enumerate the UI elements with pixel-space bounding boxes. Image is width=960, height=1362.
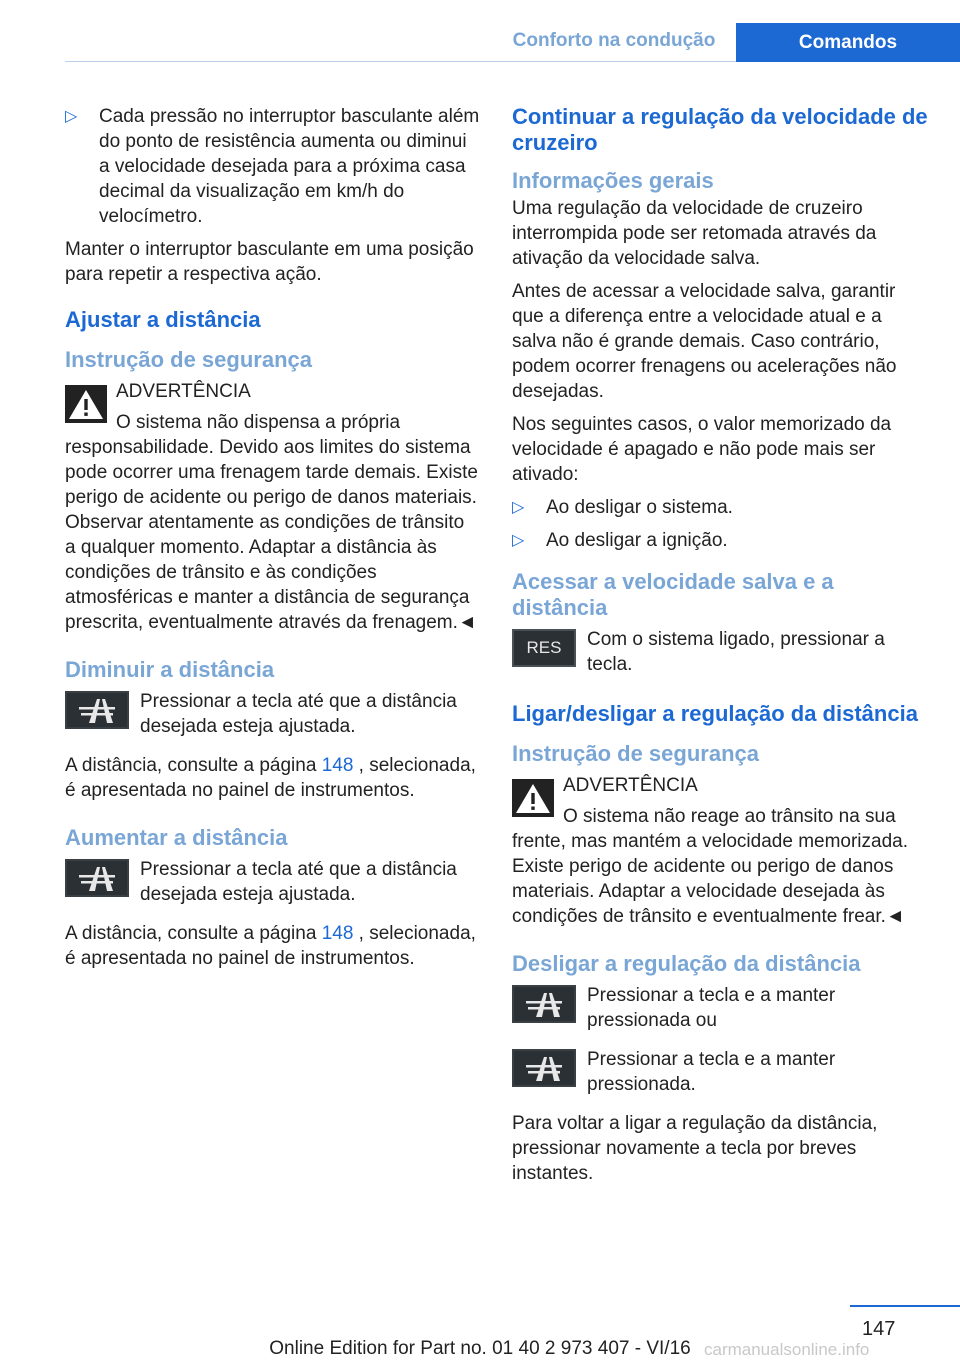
off-text-1: Pressionar a tecla e a manter pressionada ou — [587, 985, 836, 1031]
watermark: carmanualsonline.info — [704, 1340, 870, 1359]
footer-edition: Online Edition for Part no. 01 40 2 973 407 - VI/16 — [269, 1338, 691, 1359]
heading-switch-off: Desligar a regulação da distância — [512, 951, 861, 976]
page-number: 147 — [862, 1318, 896, 1340]
heading-decrease-distance: Diminuir a distância — [65, 657, 275, 682]
triangle-bullet-icon: ▷ — [512, 532, 525, 549]
text: , selecionada, é apresentada no painel de instrumentos. — [65, 755, 476, 801]
page-number-line — [850, 1305, 960, 1307]
distance-key-icon — [512, 1049, 576, 1087]
increase-row — [65, 857, 480, 907]
list-item-text: Ao desligar a ignição. — [546, 530, 728, 551]
warning-triangle-icon — [65, 385, 107, 423]
paragraph: Manter o interruptor basculante em uma posição para repetir a respectiva ação. — [65, 239, 474, 285]
header-tab: Comandos — [736, 23, 960, 62]
paragraph: Uma regulação da velocidade de cruzeiro interrompida pode ser retomada através da ativação da velocidade salva. — [512, 198, 877, 269]
heading-adjust-distance: Ajustar a distância — [65, 307, 261, 332]
heading-on-off: Ligar/desligar a regulação da distância — [512, 701, 918, 726]
list-item — [512, 495, 930, 520]
paragraph: Antes de acessar a velocidade salva, garantir que a diferença entre a velocidade atual e a salva não é grande demais. Caso contrário, podem ocorrer frenagens ou acelerações não desejadas. — [512, 281, 897, 402]
triangle-bullet-icon: ▷ — [65, 108, 78, 125]
decrease-row — [65, 689, 480, 739]
distance-decrease-key-icon — [65, 691, 129, 729]
page-link-148[interactable]: 148 — [321, 755, 354, 776]
list-item — [512, 528, 930, 553]
warning-title: ADVERTÊNCIA — [116, 381, 251, 402]
off-text-2: Pressionar a tecla e a manter pressionada. — [587, 1049, 836, 1095]
distance-increase-key-icon — [65, 859, 129, 897]
heading-access-saved: Acessar a velocidade salva e a distância — [512, 569, 834, 620]
heading-safety: Instrução de segurança — [65, 347, 312, 372]
off-row-1 — [512, 983, 930, 1033]
list-item-text: Cada pressão no interruptor basculante além do ponto de resistência aumenta ou diminui a velocidade desejada para a próxima casa decimal da visualização em km/h do velocímetro. — [99, 106, 480, 227]
distance-key-icon — [512, 985, 576, 1023]
warning-title: ADVERTÊNCIA — [563, 775, 698, 796]
increase-text: Pressionar a tecla até que a distância desejada esteja ajustada. — [140, 859, 457, 905]
text: A distância, consulte a página — [65, 923, 322, 944]
warning-text: O sistema não reage ao trânsito na sua frente, mas mantém a velocidade memorizada. Existe perigo de acidente ou perigo de danos materiais. Adaptar a velocidade desejada às condições de trânsito e eventualmente frear.◄ — [512, 806, 909, 927]
distance-paragraph-2 — [65, 921, 480, 971]
warning-block — [512, 773, 930, 929]
heading-continue: Continuar a regulação da velocidade de cruzeiro — [512, 104, 928, 155]
off-row-2 — [512, 1047, 930, 1097]
triangle-bullet-icon: ▷ — [512, 499, 525, 516]
warning-triangle-icon — [512, 779, 554, 817]
warning-text: O sistema não dispensa a própria responsabilidade. Devido aos limites do sistema pode ocorrer uma frenagem tarde demais. Existe perigo de acidente ou perigo de danos materiais. Observar atentamente as condições de trânsito a qualquer momento. Adaptar a distância às condições de trânsito e às condições atmosféricas e manter a distância de segurança prescrita, eventualmente através da frenagem.◄ — [65, 412, 478, 633]
heading-safety: Instrução de segurança — [512, 741, 759, 766]
header-section: Conforto na condução — [512, 30, 716, 51]
heading-increase-distance: Aumentar a distância — [65, 825, 288, 850]
access-row — [512, 627, 930, 677]
access-text: Com o sistema ligado, pressionar a tecla. — [587, 629, 885, 675]
text: A distância, consulte a página — [65, 755, 322, 776]
right-column — [512, 104, 930, 1194]
left-column — [65, 104, 480, 979]
distance-paragraph-1 — [65, 753, 480, 803]
warning-block — [65, 379, 480, 635]
decrease-text: Pressionar a tecla até que a distância desejada esteja ajustada. — [140, 691, 457, 737]
paragraph: Nos seguintes casos, o valor memorizado da velocidade é apagado e não pode mais ser ativado: — [512, 414, 892, 485]
paragraph: Para voltar a ligar a regulação da distância, pressionar novamente a tecla por breves instantes. — [512, 1113, 878, 1184]
res-key-icon: RES — [512, 629, 576, 667]
list-item — [65, 104, 480, 229]
heading-general-info: Informações gerais — [512, 168, 714, 193]
list-item-text: Ao desligar o sistema. — [546, 497, 733, 518]
page-link-148[interactable]: 148 — [321, 923, 354, 944]
text: , selecionada, é apresentada no painel de instrumentos. — [65, 923, 476, 969]
